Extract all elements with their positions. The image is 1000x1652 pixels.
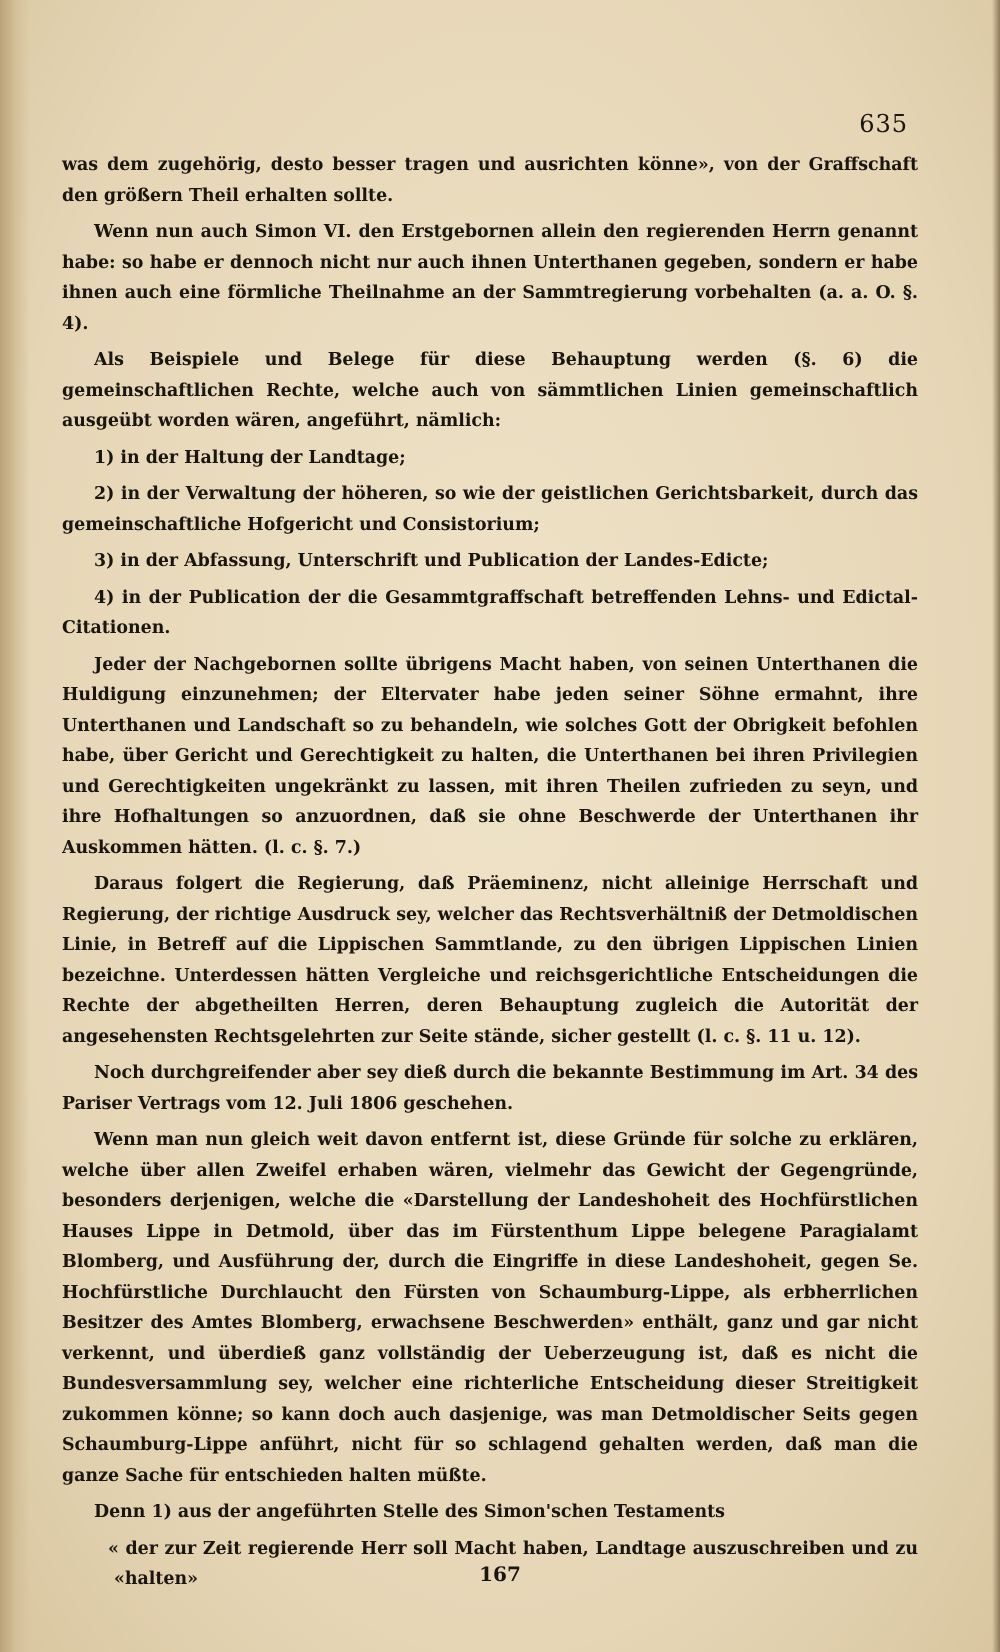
list-item: 1) in der Haltung der Landtage; bbox=[94, 447, 406, 468]
page-edge-shadow bbox=[992, 0, 1000, 1652]
paragraph: was dem zugehörig, desto besser tragen und ausrichten könne», von der Graffschaft den größern Theil erhalten sollte. bbox=[62, 155, 918, 206]
paragraph: Wenn man nun gleich weit davon entfernt ist, diese Gründe für solche zu erklären, welche über allen Zweifel erhaben wären, vielmehr das Gewicht der Gegengründe, besonders derjenigen, welche die «Darstellung der Landeshoheit des Hochfürstlichen Hauses Lippe in Detmold, über das im Fürstenthum Lippe belegene Paragialamt Blomberg, und Ausführung der, durch die Eingriffe in diese Landeshoheit, gegen Se. Hochfürstliche Durchlaucht den Fürsten von Schaumburg-Lippe, als erbherrlichen Besitzer des Amtes Blomberg, erwachsene Beschwerden» enthält, ganz und gar nicht verkennt, und überdieß ganz vollständig der Ueberzeugung ist, daß es nicht die Bundesversammlung sey, welcher eine richterliche Entscheidung dieser Streitigkeit zukommen könne; so kann doch auch dasjenige, was man Detmoldischer Seits gegen Schaumburg-Lippe anführt, nicht für so schlagend gehalten werden, daß man die ganze Sache für entschieden halten müßte. bbox=[62, 1130, 918, 1486]
paragraph: Noch durchgreifender aber sey dieß durch die bekannte Bestimmung im Art. 34 des Pariser Vertrags vom 12. Juli 1806 geschehen. bbox=[62, 1063, 918, 1114]
book-spine-shadow bbox=[0, 0, 30, 1652]
paragraph: Jeder der Nachgebornen sollte übrigens Macht haben, von seinen Unterthanen die Huldigung einzunehmen; der Eltervater habe jeden seiner Söhne ermahnt, ihre Unterthanen und Landschaft so zu behandeln, wie solches Gott der Obrigkeit befohlen habe, über Gericht und Gerechtigkeit zu halten, die Unterthanen bei ihren Privilegien und Gerechtigkeiten ungekränkt zu lassen, mit ihren Theilen zufrieden zu seyn, und ihre Hofhaltungen so anzuordnen, daß sie ohne Beschwerde der Unterthanen ihr Auskommen hätten. (l. c. §. 7.) bbox=[62, 654, 918, 858]
list-item: 3) in der Abfassung, Unterschrift und Publication der Landes-Edicte; bbox=[94, 551, 769, 571]
quotation: « der zur Zeit regierende Herr soll Macht haben, Landtage auszuschreiben und zu «halten» bbox=[108, 1538, 918, 1589]
paragraph: Wenn nun auch Simon VI. den Erstgebornen allein den regierenden Herrn genannt habe: so habe er dennoch nicht nur auch ihnen Unterthanen gegeben, sondern er habe ihnen auch eine förmliche Theilnahme an der Sammtregierung vorbehalten (a. a. O. §. 4). bbox=[62, 222, 918, 334]
page-number-top: 635 bbox=[859, 110, 908, 138]
list-item: 2) in der Verwaltung der höheren, so wie der geistlichen Gerichtsbarkeit, durch das gemeinschaftliche Hofgericht und Consistorium; bbox=[62, 484, 918, 535]
paragraph: Als Beispiele und Belege für diese Behauptung werden (§. 6) die gemeinschaftlichen Rechte, welche auch von sämmtlichen Linien gemeinschaftlich ausgeübt worden wären, angeführt, nämlich: bbox=[62, 350, 918, 431]
list-item: 4) in der Publication der die Gesammtgraffschaft betreffenden Lehns- und Edictal-Citationen. bbox=[62, 587, 918, 638]
body-text bbox=[62, 150, 918, 1595]
paragraph: Daraus folgert die Regierung, daß Präeminenz, nicht alleinige Herrschaft und Regierung, der richtige Ausdruck sey, welcher das Rechtsverhältniß der Detmoldischen Linie, in Betreff auf die Lippischen Sammtlande, zu den übrigen Lippischen Linien bezeichne. Unterdessen hätten Vergleiche und reichsgerichtliche Entscheidungen die Rechte der abgetheilten Herren, deren Behauptung zugleich die Autorität der angesehensten Rechtsgelehrten zur Seite stände, sicher gestellt (l. c. §. 11 u. 12). bbox=[62, 874, 918, 1047]
signature-number: 167 bbox=[479, 1562, 521, 1586]
paragraph: Denn 1) aus der angeführten Stelle des Simon'schen Testaments bbox=[94, 1502, 725, 1522]
